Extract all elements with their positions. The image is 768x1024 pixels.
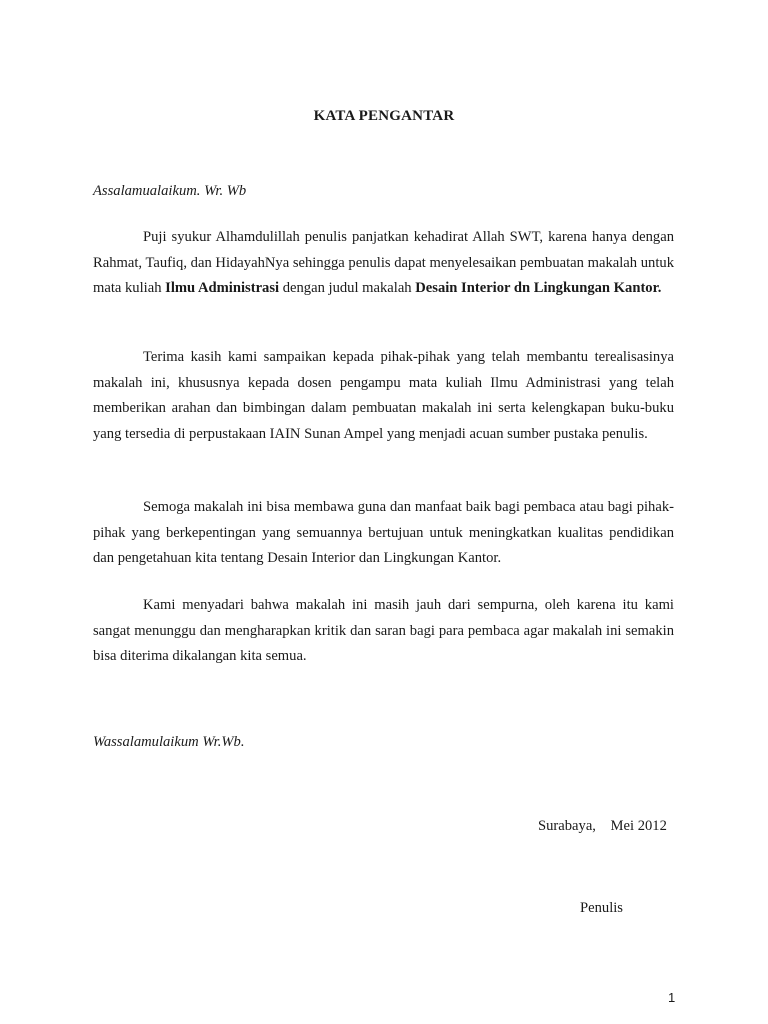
- page-title: KATA PENGANTAR: [313, 108, 455, 124]
- body-text: Terima kasih kami sampaikan kepada pihak-pihak yang telah membantu terealisasinya makalah ini, khususnya kepada dosen pengampu mata kuliah Ilmu Administrasi yang telah memberikan arahan dan bimbingan dalam pembuatan makalah ini serta kelengkapan buku-buku yang tersedia di perpustakaan IAIN Sunan Ampel yang menjadi acuan sumber pustaka penulis.: [93, 349, 674, 442]
- closing-greeting: Wassalamulaikum Wr.Wb.: [93, 734, 245, 750]
- body-text: Puji syukur Alhamdulillah penulis panjatkan kehadirat Allah SWT, karena hanya dengan Rahmat, Taufiq, dan HidayahNya sehingga penulis dapat menyelesaikan pembuatan makalah untuk mata kuliah: [93, 229, 674, 296]
- bold-text: Ilmu Administrasi: [165, 280, 280, 296]
- writer-label: Penulis: [580, 900, 623, 916]
- place-date: Surabaya, Mei 2012: [538, 818, 667, 834]
- page-number: 1: [668, 990, 676, 1005]
- paragraph-3: [93, 495, 674, 572]
- paragraph-2: [93, 345, 674, 447]
- bold-text: Desain Interior dn Lingkungan Kantor.: [415, 280, 662, 296]
- body-text: Kami menyadari bahwa makalah ini masih jauh dari sempurna, oleh karena itu kami sangat menunggu dan mengharapkan kritik dan saran bagi para pembaca agar makalah ini semakin bisa diterima dikalangan kita semua.: [93, 597, 674, 664]
- opening-greeting: Assalamualaikum. Wr. Wb: [93, 183, 247, 199]
- body-text: Semoga makalah ini bisa membawa guna dan manfaat baik bagi pembaca atau bagi pihak-pihak yang berkepentingan yang semuannya bertujuan untuk meningkatkan kualitas pendidikan dan pengetahuan kita tentang Desain Interior dan Lingkungan Kantor.: [93, 499, 674, 566]
- paragraph-4: [93, 593, 674, 670]
- body-text: dengan judul makalah: [279, 280, 416, 296]
- paragraph-1: [93, 225, 674, 302]
